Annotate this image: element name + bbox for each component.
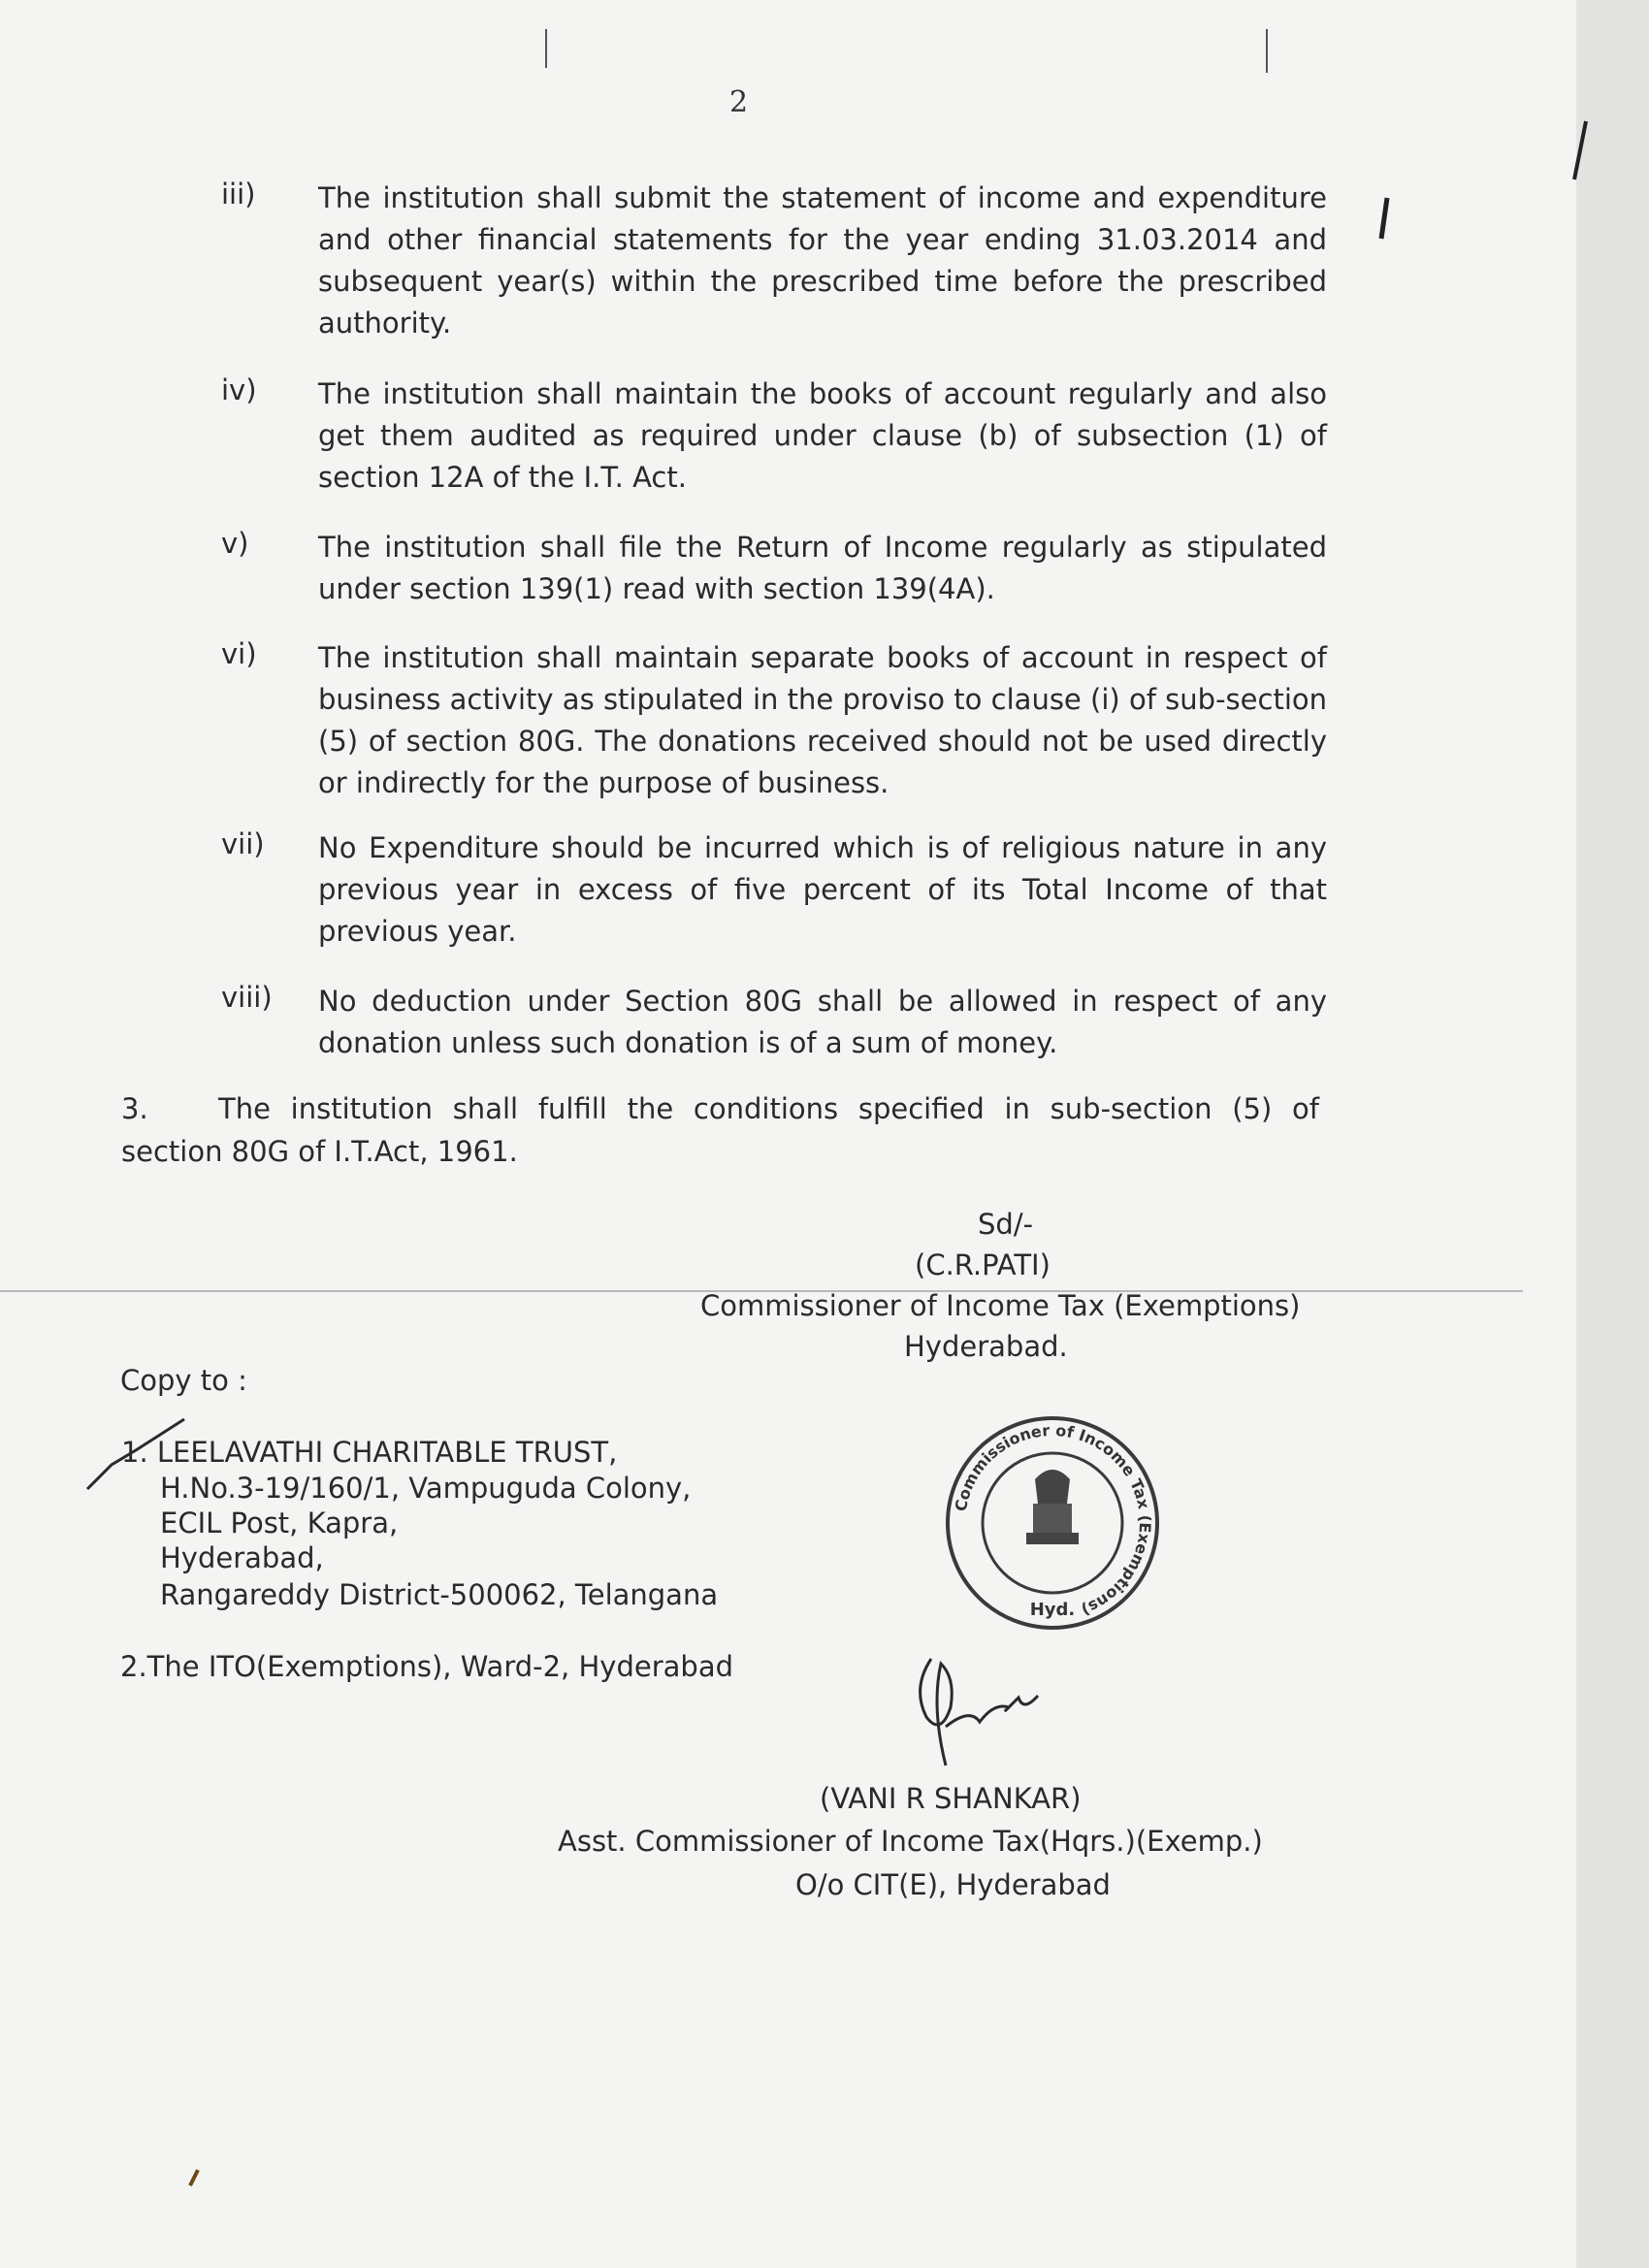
assistant-designation: Asst. Commissioner of Income Tax(Hqrs.)(Exemp.): [558, 1825, 1263, 1858]
office-seal-icon: [941, 1411, 1164, 1635]
pen-mark-icon: [1375, 194, 1395, 243]
commissioner-designation: Commissioner of Income Tax (Exemptions): [700, 1289, 1301, 1322]
copy-to-heading: Copy to :: [120, 1364, 247, 1397]
clause-number: iv): [221, 373, 257, 406]
handwritten-signature-icon: [902, 1649, 1057, 1775]
recipient2-line: 2.The ITO(Exemptions), Ward-2, Hyderabad: [120, 1650, 733, 1683]
scan-mark-left: [545, 29, 547, 68]
clause-number: viii): [221, 981, 273, 1014]
pen-mark-icon: [1567, 116, 1596, 184]
paragraph-line-1: The institution shall fulfill the conditions specified in sub-section (5) of: [218, 1092, 1319, 1125]
assistant-name: (VANI R SHANKAR): [820, 1782, 1082, 1815]
paragraph-number: 3.: [121, 1092, 148, 1125]
recipient1-line: Rangareddy District-500062, Telangana: [160, 1578, 719, 1611]
clause-text: No Expenditure should be incurred which is of religious nature in any previous year in excess of five percent of its Total Income of that previous year.: [318, 831, 1327, 948]
clause-number: v): [221, 527, 249, 560]
svg-text:Commissioner of Income Tax (Ex: Commissioner of Income Tax (Exemptions): [951, 1420, 1155, 1620]
commissioner-name: (C.R.PATI): [915, 1248, 1051, 1281]
sd-mark: Sd/-: [978, 1208, 1034, 1241]
page-right-edge: [1576, 0, 1649, 2268]
recipient1-line: H.No.3-19/160/1, Vampuguda Colony,: [160, 1472, 692, 1505]
recipient1-line: 1. LEELAVATHI CHARITABLE TRUST,: [121, 1436, 618, 1469]
ink-spot-icon: [184, 2168, 204, 2187]
recipient1-line: Hyderabad,: [160, 1541, 324, 1574]
tick-mark-icon: [78, 1411, 194, 1499]
clause-number: iii): [221, 178, 256, 211]
clause-text: The institution shall maintain separate books of account in respect of business activity as stipulated in the proviso to clause (i) of sub-section (5) of section 80G. The donations received should not be used directly or indirectly for the purpose of business.: [318, 641, 1327, 799]
clause-text: No deduction under Section 80G shall be allowed in respect of any donation unless such donation is of a sum of money.: [318, 985, 1327, 1059]
paragraph-line-2: section 80G of I.T.Act, 1961.: [121, 1135, 518, 1168]
clause-text: The institution shall file the Return of Income regularly as stipulated under section 139(1) read with section 139(4A).: [318, 531, 1327, 605]
clause-text: The institution shall maintain the books of account regularly and also get them audited as required under clause (b) of subsection (1) of section 12A of the I.T. Act.: [318, 377, 1327, 494]
assistant-office: O/o CIT(E), Hyderabad: [795, 1868, 1111, 1901]
clause-number: vi): [221, 637, 257, 670]
commissioner-place: Hyderabad.: [904, 1330, 1068, 1363]
clause-number: vii): [221, 827, 265, 860]
svg-text:Hyd.: Hyd.: [1029, 1600, 1076, 1620]
recipient1-line: ECIL Post, Kapra,: [160, 1507, 399, 1539]
scan-mark-right: [1266, 29, 1268, 73]
page-number: 2: [729, 85, 749, 119]
clause-text: The institution shall submit the statement of income and expenditure and other financial statements for the year ending 31.03.2014 and subsequent year(s) within the prescribed time before the prescribed authority.: [318, 181, 1327, 340]
